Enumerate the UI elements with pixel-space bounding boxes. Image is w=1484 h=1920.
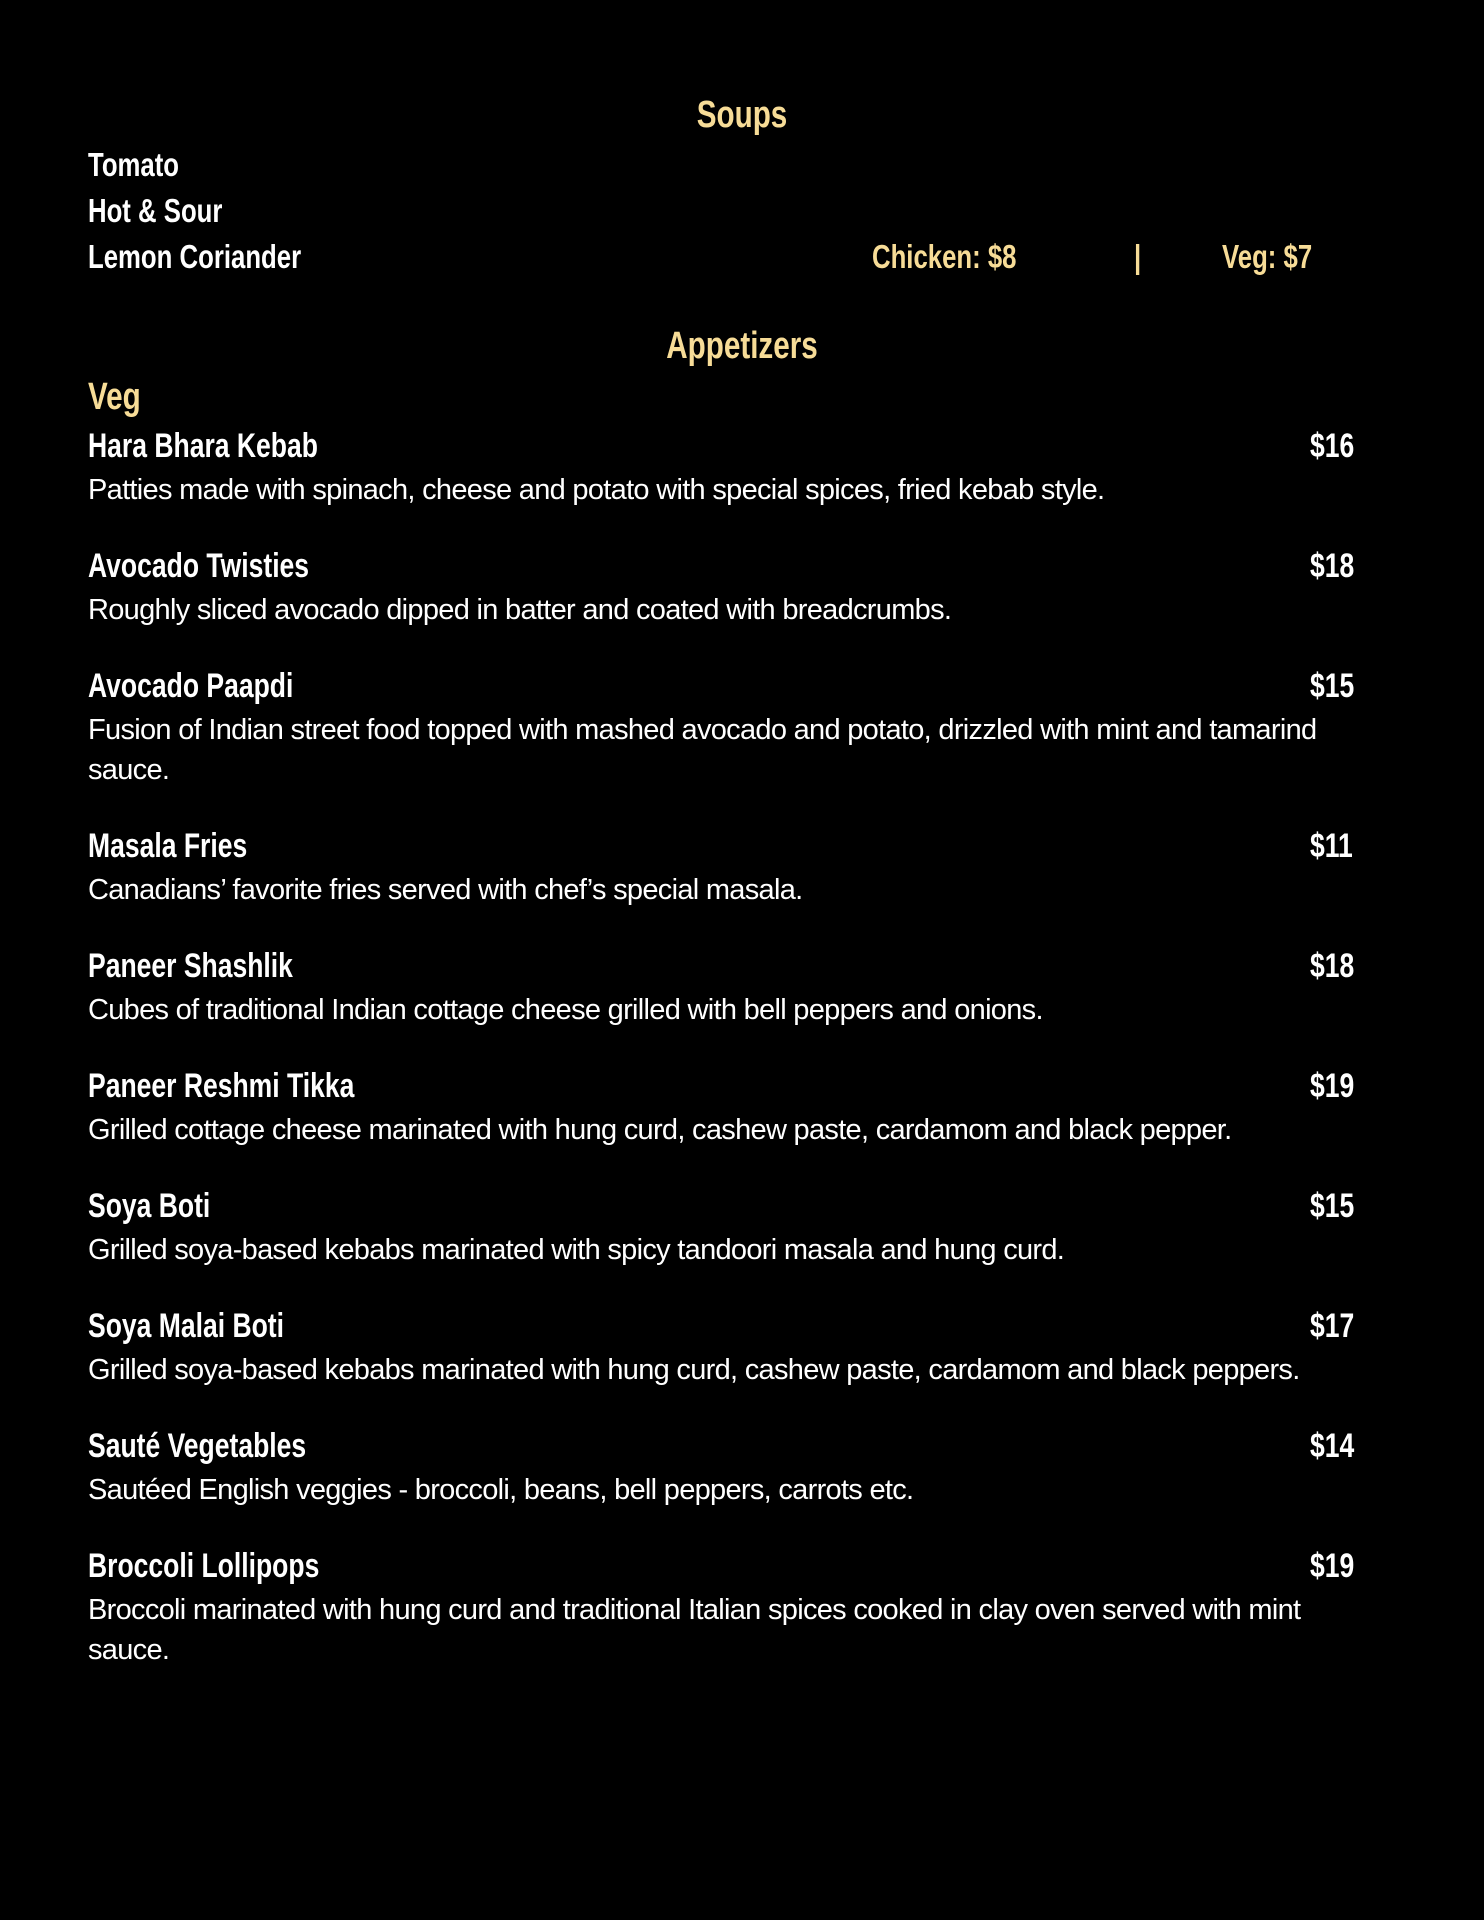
item-description: Grilled soya-based kebabs marinated with spicy tandoori masala and hung curd. bbox=[88, 1234, 1065, 1266]
item-name: Soya Boti bbox=[88, 1187, 211, 1225]
item-name: Broccoli Lollipops bbox=[88, 1547, 320, 1585]
list-item bbox=[88, 542, 1358, 662]
list-item bbox=[88, 822, 1358, 942]
list-item bbox=[88, 1182, 1358, 1302]
item-name: Paneer Reshmi Tikka bbox=[88, 1067, 355, 1105]
item-description: Broccoli marinated with hung curd and traditional Italian spices cooked in clay oven served with mint sauce. bbox=[88, 1594, 1301, 1666]
appetizers-heading: Appetizers bbox=[666, 325, 818, 367]
item-price: $15 bbox=[1310, 1187, 1355, 1225]
soup-item-tomato: Tomato bbox=[88, 146, 180, 183]
item-price: $11 bbox=[1310, 827, 1353, 865]
item-price: $15 bbox=[1310, 667, 1355, 705]
item-price: $14 bbox=[1310, 1427, 1355, 1465]
item-description: Grilled cottage cheese marinated with hung curd, cashew paste, cardamom and black pepper. bbox=[88, 1114, 1232, 1146]
soup-item-hot-sour: Hot & Sour bbox=[88, 192, 223, 229]
soup-chicken-price: Chicken: $8 bbox=[872, 238, 1017, 275]
item-description: Canadians’ favorite fries served with chef’s special masala. bbox=[88, 874, 803, 906]
list-item bbox=[88, 1542, 1358, 1702]
item-name: Sauté Vegetables bbox=[88, 1427, 307, 1465]
soup-price-separator: | bbox=[1134, 238, 1142, 275]
list-item bbox=[88, 1062, 1358, 1182]
appetizer-list bbox=[88, 422, 1358, 1702]
item-price: $19 bbox=[1310, 1067, 1355, 1105]
item-description: Grilled soya-based kebabs marinated with hung curd, cashew paste, cardamom and black peppers. bbox=[88, 1354, 1300, 1386]
list-item bbox=[88, 1302, 1358, 1422]
item-price: $18 bbox=[1310, 547, 1355, 585]
item-name: Paneer Shashlik bbox=[88, 947, 293, 985]
soup-list bbox=[88, 142, 688, 280]
item-description: Cubes of traditional Indian cottage cheese grilled with bell peppers and onions. bbox=[88, 994, 1043, 1026]
item-description: Fusion of Indian street food topped with mashed avocado and potato, drizzled with mint and tamarind sauce. bbox=[88, 714, 1317, 786]
item-name: Hara Bhara Kebab bbox=[88, 427, 318, 465]
list-item bbox=[88, 1422, 1358, 1542]
item-description: Roughly sliced avocado dipped in batter and coated with breadcrumbs. bbox=[88, 594, 952, 626]
list-item bbox=[88, 942, 1358, 1062]
item-price: $19 bbox=[1310, 1547, 1355, 1585]
item-name: Soya Malai Boti bbox=[88, 1307, 284, 1345]
soups-heading: Soups bbox=[696, 94, 788, 136]
veg-subheading: Veg bbox=[88, 376, 141, 418]
item-price: $17 bbox=[1310, 1307, 1355, 1345]
list-item bbox=[88, 422, 1358, 542]
soup-item-lemon-coriander: Lemon Coriander bbox=[88, 238, 302, 275]
item-name: Avocado Paapdi bbox=[88, 667, 294, 705]
item-price: $18 bbox=[1310, 947, 1355, 985]
item-price: $16 bbox=[1310, 427, 1355, 465]
item-description: Patties made with spinach, cheese and potato with special spices, fried kebab style. bbox=[88, 474, 1105, 506]
soup-veg-price: Veg: $7 bbox=[1222, 238, 1313, 275]
list-item bbox=[88, 662, 1358, 822]
item-description: Sautéed English veggies - broccoli, beans, bell peppers, carrots etc. bbox=[88, 1474, 914, 1506]
item-name: Masala Fries bbox=[88, 827, 248, 865]
item-name: Avocado Twisties bbox=[88, 547, 310, 585]
